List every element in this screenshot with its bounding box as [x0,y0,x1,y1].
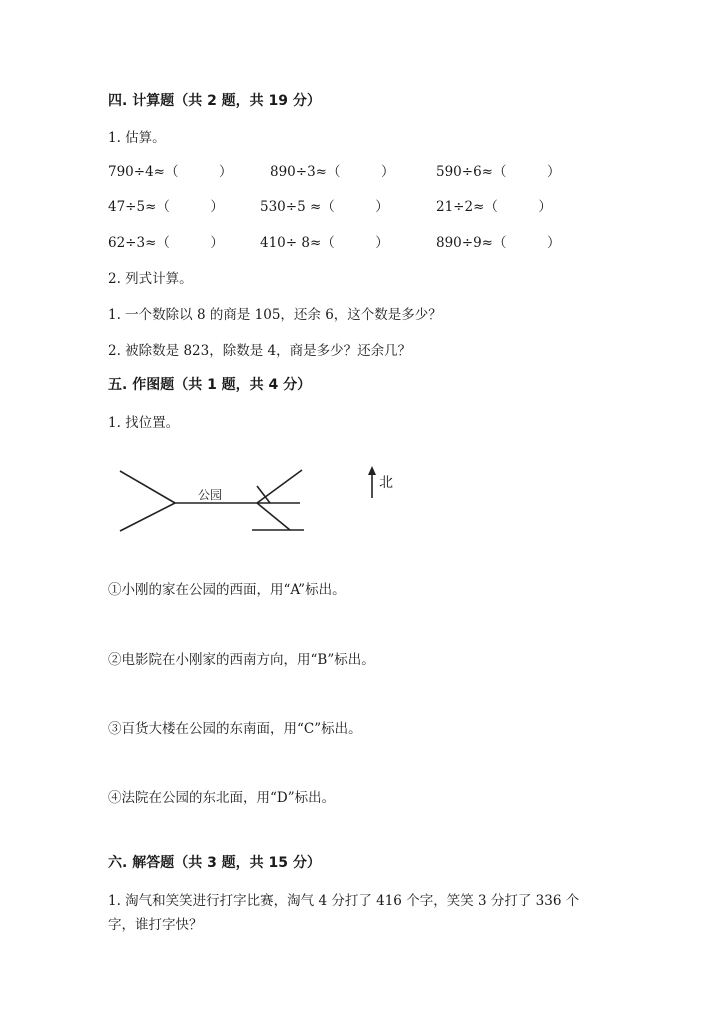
estimate-cell: 21÷2≈（ ） [436,199,552,215]
north-arrow-icon [368,466,376,475]
map-task: ②电影院在小刚家的西南方向，用“B”标出。 [108,652,375,668]
word-problem-line: 1. 淘气和笑笑进行打字比赛，淘气 4 分打了 416 个字，笑笑 3 分打了 336 个 [108,893,580,909]
road-line [257,470,302,503]
map-task: ④法院在公园的东北面，用“D”标出。 [108,790,336,806]
map-task: ③百货大楼在公园的东南面，用“C”标出。 [108,721,362,737]
estimate-cell: 530÷5 ≈（ ） [260,199,389,215]
q2-item: 2. 被除数是 823，除数是 4，商是多少？还余几？ [108,343,412,359]
road-line [120,471,175,503]
estimate-cell: 47÷5≈（ ） [108,199,224,215]
section6-title: 六. 解答题（共 3 题，共 15 分） [108,855,321,871]
estimate-cell: 790÷4≈（ ） [108,164,233,180]
road-line [257,503,290,530]
section5-title: 五. 作图题（共 1 题，共 4 分） [108,377,312,393]
q1-label: 1. 找位置。 [108,415,180,431]
estimate-cell: 62÷3≈（ ） [108,235,224,251]
word-problem-line: 字，谁打字快？ [108,917,203,933]
estimate-cell: 890÷3≈（ ） [270,164,395,180]
estimate-cell: 890÷9≈（ ） [436,235,561,251]
estimate-cell: 410÷ 8≈（ ） [260,235,389,251]
estimate-cell: 590÷6≈（ ） [436,164,561,180]
q2-label: 2. 列式计算。 [108,271,193,287]
park-label: 公园 [198,488,223,502]
q1-label: 1. 估算。 [108,130,166,146]
section4-title: 四. 计算题（共 2 题，共 19 分） [108,93,321,109]
north-label: 北 [379,475,393,491]
road-line [120,503,175,531]
map-task: ①小刚的家在公园的西面，用“A”标出。 [108,582,346,598]
q2-item: 1. 一个数除以 8 的商是 105，还余 6，这个数是多少？ [108,307,442,323]
